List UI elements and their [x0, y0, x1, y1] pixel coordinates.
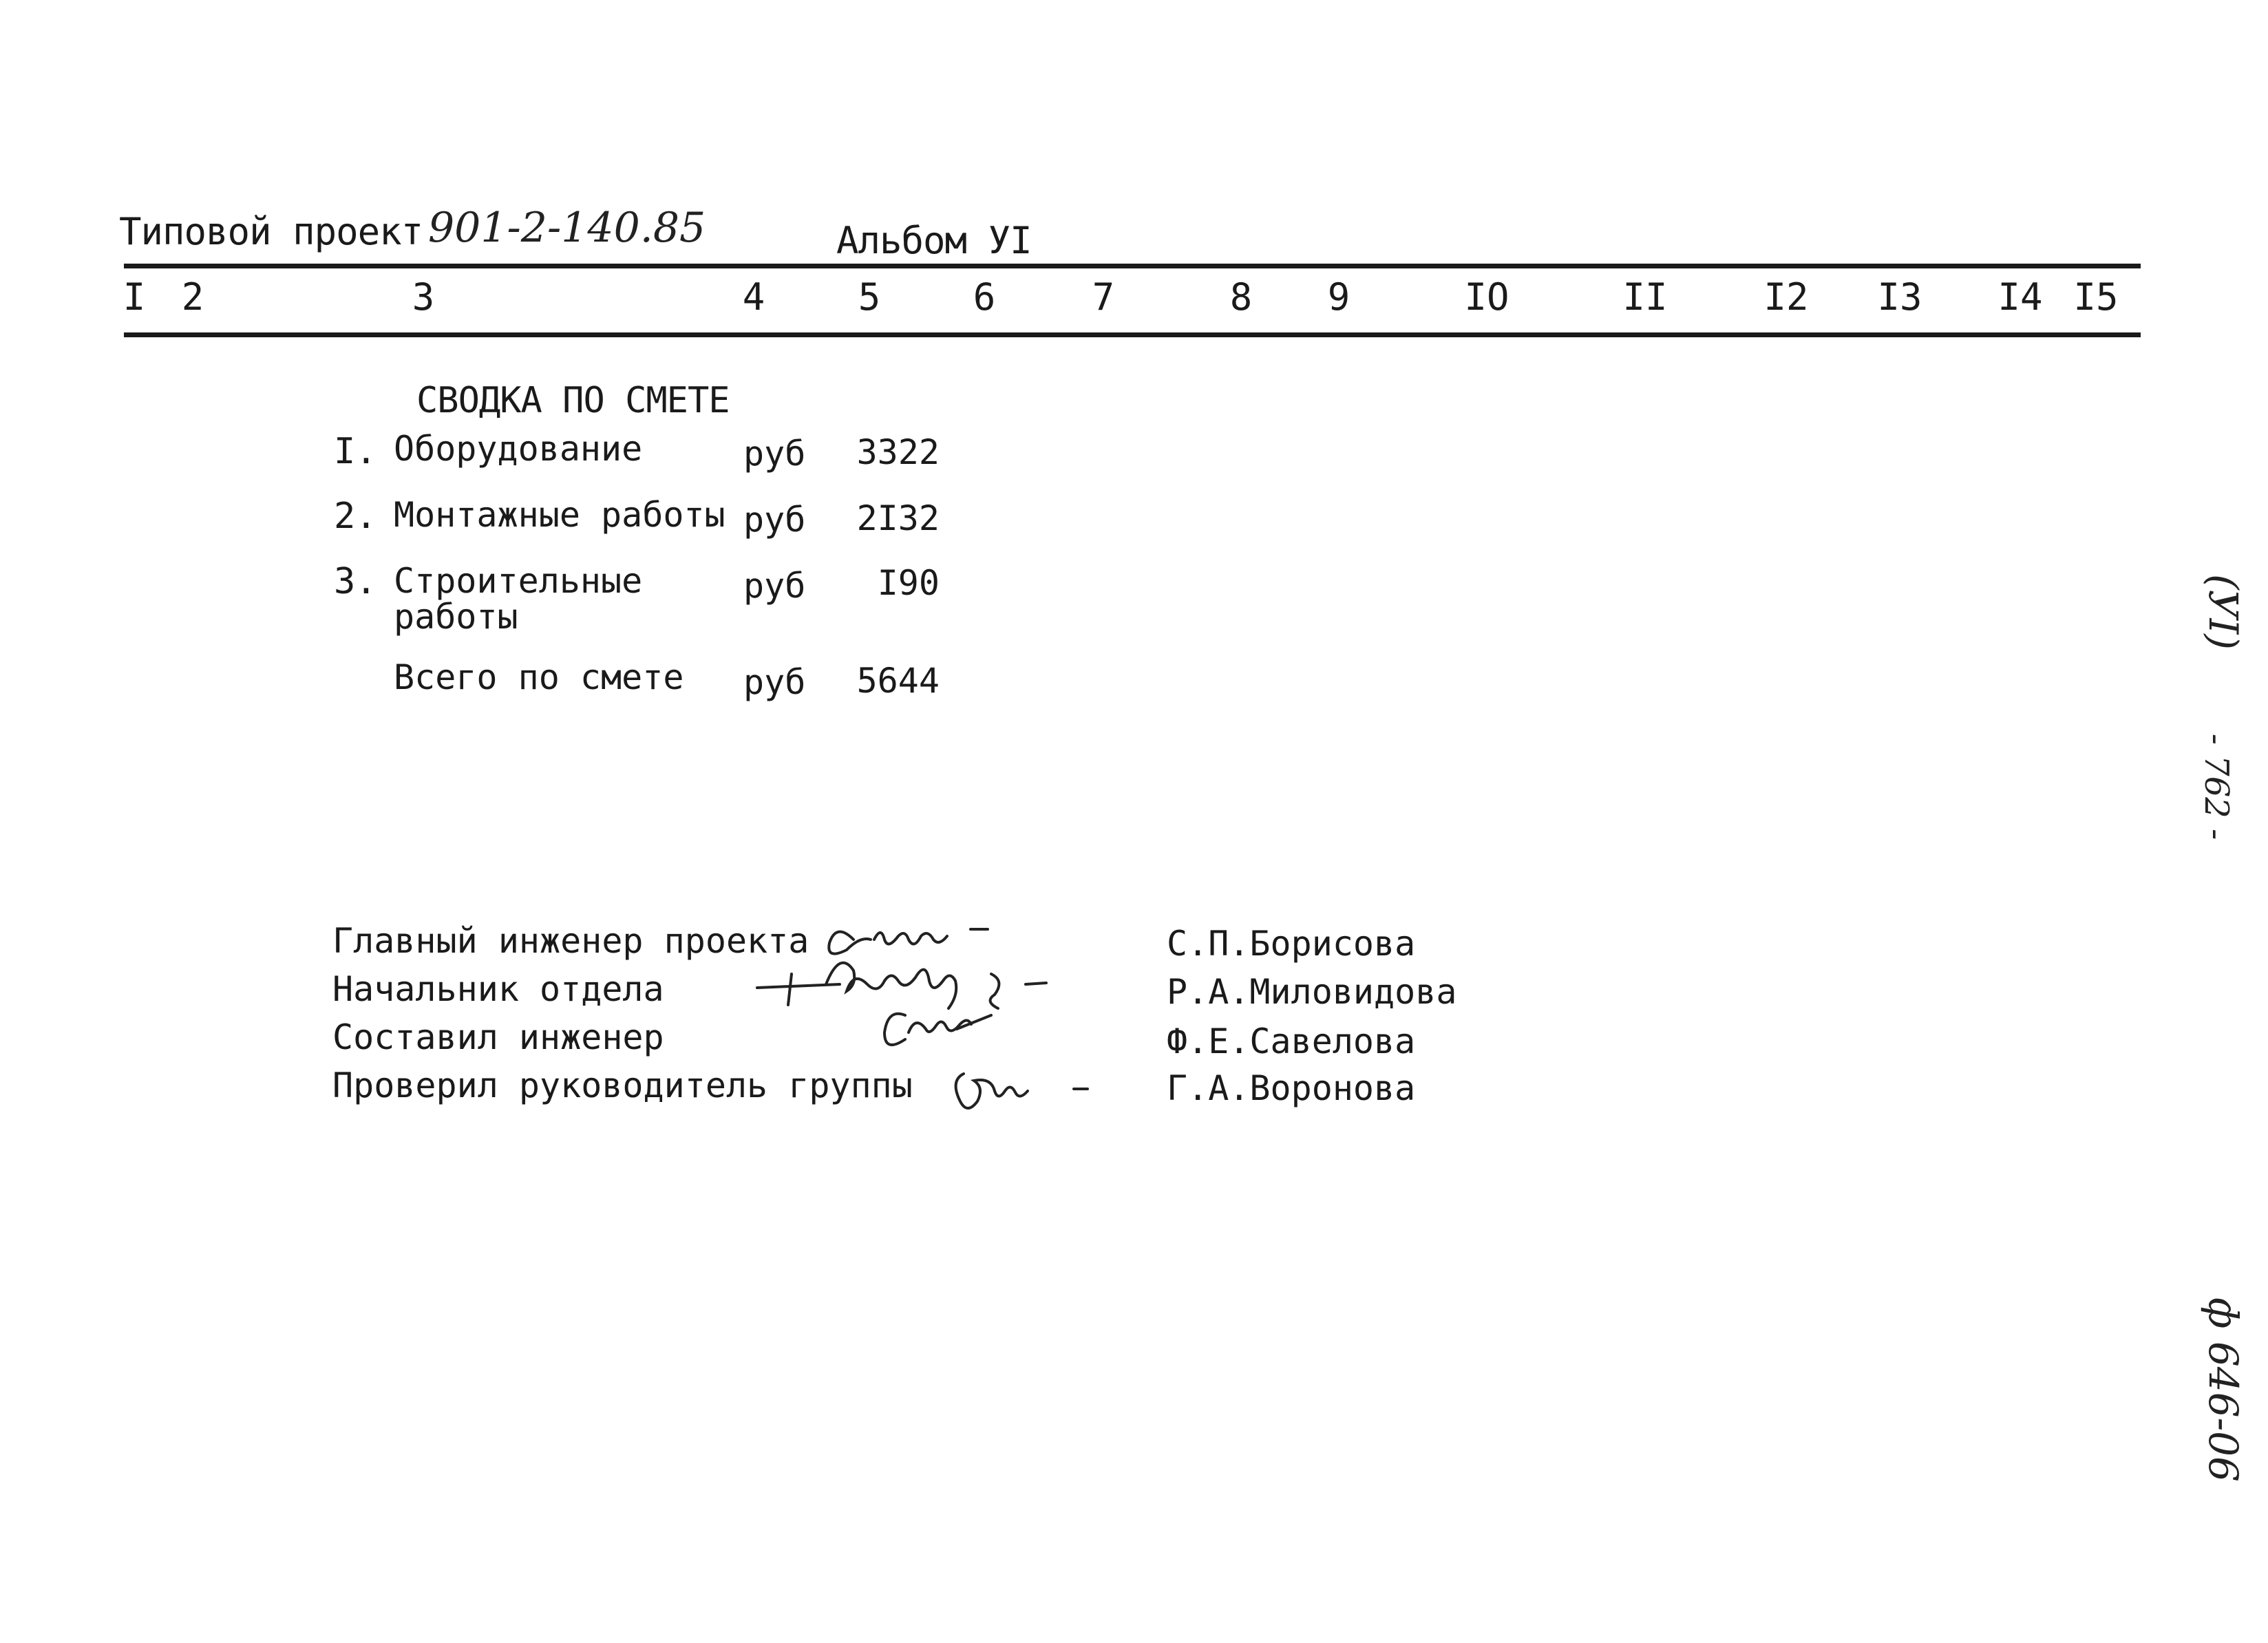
signature-role: Составил инженер	[332, 1017, 664, 1057]
album-label: Альбом УI	[836, 219, 1032, 262]
signature-role: Главный инженер проекта	[332, 921, 809, 961]
column-number: I2	[1763, 275, 1809, 319]
row-unit: руб	[743, 500, 806, 540]
column-number: IO	[1464, 275, 1509, 319]
signature-name: Р.А.Миловидова	[1167, 972, 1457, 1012]
signature-voronova	[956, 1074, 1088, 1108]
page-margin-mark: - 762 -	[2197, 733, 2236, 840]
row-unit: руб	[743, 434, 806, 474]
column-number: 9	[1327, 275, 1350, 319]
signature-milovidova	[757, 963, 1046, 1008]
header-bottom-rule	[124, 332, 2141, 337]
column-number: II	[1622, 275, 1668, 319]
total-value: 5644	[856, 661, 940, 701]
column-number: I5	[2073, 275, 2119, 319]
signature-name: С.П.Борисова	[1167, 924, 1416, 964]
row-label: Монтажные работы	[394, 495, 725, 535]
signature-name: Ф.Е.Савелова	[1167, 1021, 1416, 1061]
album-margin-mark: (УI)	[2200, 573, 2247, 650]
signature-savelova	[884, 1014, 991, 1045]
summary-title: СВОДКА ПО СМЕТЕ	[416, 380, 730, 421]
total-label: Всего по смете	[394, 657, 684, 697]
signature-name: Г.А.Воронова	[1167, 1068, 1416, 1108]
project-number: 901-2-140.85	[428, 204, 706, 252]
signature-borisova	[829, 929, 988, 954]
column-number: 3	[412, 275, 435, 319]
project-label: Типовой проект	[119, 210, 423, 253]
total-unit: руб	[743, 662, 806, 702]
handwritten-signatures	[743, 909, 1129, 1136]
column-number: 2	[181, 275, 204, 319]
row-unit: руб	[743, 566, 806, 606]
column-number: I4	[1997, 275, 2043, 319]
column-number: 6	[973, 275, 996, 319]
stamp-margin-mark: ф 646-06	[2200, 1297, 2247, 1482]
row-label: Строительные работы	[394, 561, 643, 637]
header-top-rule	[124, 264, 2141, 268]
row-value: 2I32	[856, 498, 940, 538]
column-number: 5	[858, 275, 881, 319]
row-number: 3.	[334, 561, 377, 602]
column-number: 4	[742, 275, 765, 319]
column-number: I	[123, 275, 146, 319]
row-label: Оборудование	[394, 429, 643, 469]
signature-role: Проверил руководитель группы	[332, 1066, 913, 1105]
signature-role: Начальник отдела	[332, 969, 664, 1009]
column-number: 7	[1092, 275, 1115, 319]
column-number: 8	[1229, 275, 1253, 319]
row-value: I90	[877, 563, 940, 603]
row-value: 3322	[856, 432, 940, 472]
row-number: 2.	[334, 496, 377, 537]
column-number: I3	[1877, 275, 1922, 319]
row-number: I.	[334, 431, 377, 472]
